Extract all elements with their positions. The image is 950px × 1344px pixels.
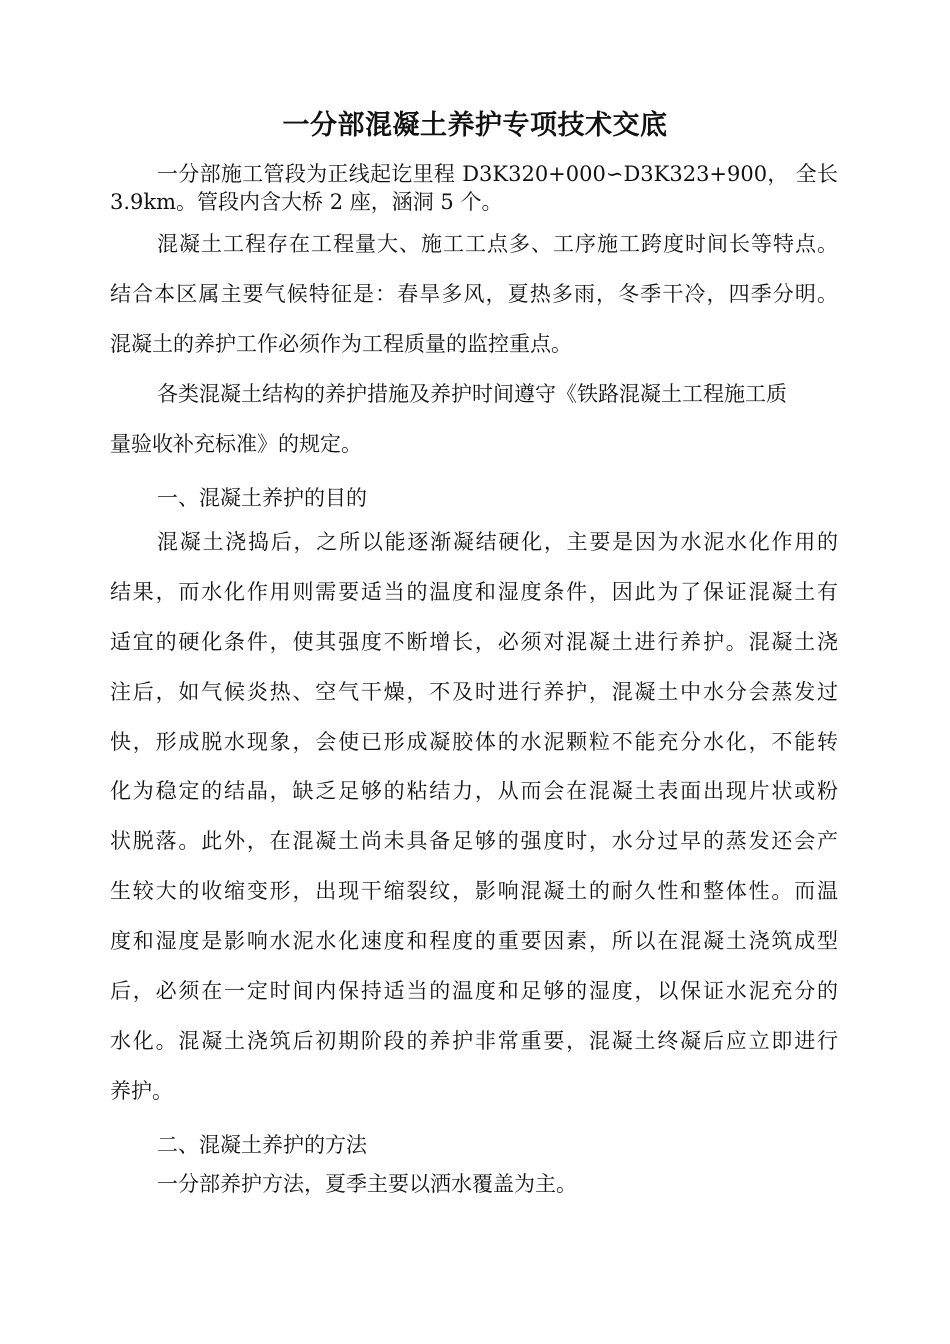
text-line: 混凝土工程存在工程量大、施工工点多、工序施工跨度时间长等特点。 [157,232,838,256]
text-line: 快，形成脱水现象，会使已形成凝胶体的水泥颗粒不能充分水化，不能转 [110,730,838,754]
text-line: 水化。混凝土浇筑后初期阶段的养护非常重要，混凝土终凝后应立即进行 [110,1029,838,1053]
section-heading: 一、混凝土养护的目的 [157,486,367,510]
text-line: 适宜的硬化条件，使其强度不断增长，必须对混凝土进行养护。混凝土浇 [110,630,838,654]
text-line: 各类混凝土结构的养护措施及养护时间遵守《铁路混凝土工程施工质 [157,382,787,406]
text-line: 注后，如气候炎热、空气干燥，不及时进行养护，混凝土中水分会蒸发过 [110,680,838,704]
section-heading: 二、混凝土养护的方法 [157,1133,367,1157]
text-line: 混凝土的养护工作必须作为工程质量的监控重点。 [110,332,572,356]
text-line: 度和湿度是影响水泥水化速度和程度的重要因素，所以在混凝土浇筑成型 [110,929,838,953]
text-line: 一分部养护方法，夏季主要以洒水覆盖为主。 [157,1172,577,1196]
text-line: 后，必须在一定时间内保持适当的温度和足够的湿度，以保证水泥充分的 [110,979,838,1003]
text-line: 结合本区属主要气候特征是：春旱多风，夏热多雨，冬季干冷，四季分明。 [110,282,838,306]
text-line: 生较大的收缩变形，出现干缩裂纹，影响混凝土的耐久性和整体性。而温 [110,879,838,903]
text-line: 一分部施工管段为正线起讫里程 D3K320+000∽D3K323+900， 全长 [157,162,838,186]
document-title: 一分部混凝土养护专项技术交底 [282,110,668,141]
text-line: 3.9km。管段内含大桥 2 座，涵洞 5 个。 [110,190,503,214]
text-line: 量验收补充标准》的规定。 [110,432,362,456]
text-line: 养护。 [110,1079,173,1103]
text-line: 状脱落。此外，在混凝土尚未具备足够的强度时，水分过早的蒸发还会产 [110,829,838,853]
text-line: 化为稳定的结晶，缺乏足够的粘结力，从而会在混凝土表面出现片状或粉 [110,779,838,803]
text-line: 结果，而水化作用则需要适当的温度和湿度条件，因此为了保证混凝土有 [110,580,838,604]
text-line: 混凝土浇捣后，之所以能逐渐凝结硬化，主要是因为水泥水化作用的 [157,530,838,554]
